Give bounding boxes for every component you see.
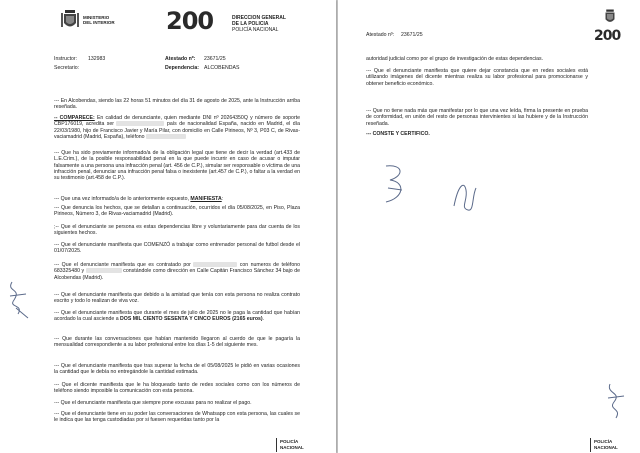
contratado-text-3: constándole como dirección en Calle Capitán Francisco Sánchez 34 bajo de Alcobendas (Madrid).: [54, 268, 300, 281]
p2-atestado-value: 23671/25: [401, 32, 423, 38]
conversaciones-paragraph: --- Que durante las conversaciones que habían mantenido llegaron al cuerdo de que le pagaría la mensualidad correspondiente a su labor profesional entre los días 1-5 del siguiente mes.: [54, 336, 300, 349]
comparece-title: -- COMPARECE:: [54, 115, 95, 121]
manifiesta-tail: :: [221, 196, 224, 202]
consta-paragraph: --- CONSTE Y CERTIFICO.: [366, 131, 430, 137]
p2-footer-line-2: NACIONAL: [594, 445, 618, 450]
signature-1: [378, 160, 410, 210]
footer-divider: [276, 438, 277, 452]
footer-line-2: NACIONAL: [280, 445, 304, 450]
ministry-line-2: DEL INTERIOR: [83, 20, 115, 25]
p2-logo-200: 200: [594, 28, 621, 44]
signature-margin-right: [604, 380, 630, 422]
direction-line-1: DIRECCION GENERAL: [232, 15, 286, 21]
redacted-name: [116, 121, 164, 126]
dependencia-label: Dependencia:: [165, 65, 200, 71]
testigos-paragraph: ;-- Que el denunciante se persona es estas dependencias libre y voluntariamente para dar cuenta de los siguientes hechos.: [54, 224, 300, 237]
manifiesta-paragraph: [54, 196, 300, 202]
nada-paragraph: --- Que no tiene nada más que manifestar por lo que una vez leída, firma la presente en prueba de conformidad, en unión del resto de personas intervinientes si las hubiere y de la Instrucción reseñada.: [366, 108, 588, 127]
direction-line-3: POLICÍA NACIONAL: [232, 27, 279, 33]
document-page-2: [338, 0, 640, 453]
footer-line-1: POLICÍA: [280, 439, 299, 444]
excusas-paragraph: --- Que el denunciante manifiesta que siempre pone excusas para no realizar el pago.: [54, 400, 252, 406]
signature-2: [448, 176, 478, 216]
pago-amount: DOS MIL CIENTO SESENTA Y CINCO EUROS (2165 euros): [120, 316, 263, 323]
logo-200: 200: [166, 7, 214, 35]
pago-lead: --- Que el denunciante manifiesta que durante el mes de julio de 2025 no le paga la cantidad que habían acordado la cual asciende a: [54, 310, 300, 323]
comparece-text-1: En calidad de denunciante, quien mediante DNI nº 20264350Q y número de soporte CBP176019, acredita ser: [54, 115, 300, 128]
instructor-label: Instructor:: [54, 56, 78, 62]
instructor-value: 132983: [88, 56, 106, 62]
hechos-paragraph: --- Que denuncia los hechos, que se detallan a continuación, ocurridos el día 05/08/2025, en Piso, Plaza Pirineos, Número 3, de Rivas-vaciamadrid (Madrid).: [54, 205, 300, 218]
transferencia-paragraph: --- Que el denunciante manifiesta que tras superar la fecha de el 05/08/2025 le pidió en varias ocasiones la cantidad que le debía no entregándole la cantidad estimada.: [54, 363, 300, 376]
secretario-label: Secretario:: [54, 65, 80, 71]
trabajar-paragraph: --- Que el denunciante manifiesta que COMENZÓ a trabajar como entrenador personal de futbol desde el 01/07/2025.: [54, 242, 300, 255]
whatsapp-paragraph: --- Que el denunciante tiene en su poder las conversaciones de Whatsapp con esta persona, las cuales se le indica que las tenga custodiadas por si fuesen requeridas tanto por la: [54, 411, 300, 424]
signature-margin-left: [4, 278, 34, 320]
contratado-text-1: --- Que el denunciante manifiesta que es contratado por: [54, 262, 191, 268]
pago-tail: .: [262, 316, 265, 323]
bloqueado-paragraph: --- Que el dicente manifiesta que le ha bloqueado tanto de redes sociales como con los números de teléfono siendo imposible la comunicación con esta persona.: [54, 382, 300, 395]
atestado-label: Atestado nº:: [165, 56, 196, 62]
atestado-value: 23671/25: [204, 56, 226, 62]
p2-footer-line-1: POLICÍA: [594, 439, 613, 444]
contratado-paragraph: [54, 262, 300, 281]
p2-atestado-label: Atestado nº:: [366, 32, 395, 38]
ministry-line-1: MINISTERIO: [83, 15, 110, 20]
autoridad-paragraph: autoridad judicial como por el grupo de investigación de estas dependencias.: [366, 56, 544, 62]
pago-paragraph: [54, 310, 300, 323]
contratado-text-2: con numeros de teléfono 683325480 y: [54, 262, 300, 275]
comparece-paragraph: [54, 115, 300, 140]
intro-paragraph: --- En Alcobendas, siendo las 22 horas 51 minutos del día 31 de agosto de 2025, ante la Instrucción arriba reseñada.: [54, 98, 300, 111]
p2-footer-divider: [590, 438, 591, 452]
redacted-phone-2: [86, 268, 122, 273]
manifiesta-word: MANIFIESTA: [190, 196, 222, 202]
amistad-paragraph: --- Que el denunciante manifiesta que debido a la amistad que tenía con esta persona no realiza contrato escrito y todo lo realizan de viva voz.: [54, 292, 300, 305]
redacted-phone: [146, 134, 186, 139]
informed-paragraph: --- Que ha sido previamente informado/a de la obligación legal que tiene de decir la verdad (art.433 de L.E.Crim.), de la posible responsabilidad penal en la que puede incurrir en caso de acusar o imputar falsamente a una persona una infracción penal (art. 456 de C.P.), simular ser responsable o víctima de una infracción penal, denunciar una infracción penal falsa o inexistente (art.457 de C.P.), o faltar a la verdad en su testimonio (art.458 de C.P.).: [54, 150, 300, 182]
comparece-text-2: país de nacionalidad España, nacido en Madrid, el día 22/03/1980, hijo de Francisco Javier y María Pilar, con domicilio en Calle Pirineos, Nº 3, P03 C, de Rivas-vaciamadrid (Madrid, España), teléfono: [54, 121, 300, 140]
manifiesta-lead: --- Que una vez informado/a de lo anteriormente expuesto,: [54, 196, 191, 202]
redes-paragraph: --- Que el denunciante manifiesta que quiere dejar constancia que en redes sociales está utilizando imágenes del dicente mientras realiza su labor profesional para promocionarse y obtener beneficio económico.: [366, 68, 588, 87]
redacted-employer: [193, 262, 237, 267]
dependencia-value: ALCOBENDAS: [204, 65, 240, 71]
direction-line-2: DE LA POLICIA: [232, 21, 269, 27]
p2-coat-of-arms-icon: [602, 8, 618, 26]
coat-of-arms-icon: [60, 8, 80, 32]
